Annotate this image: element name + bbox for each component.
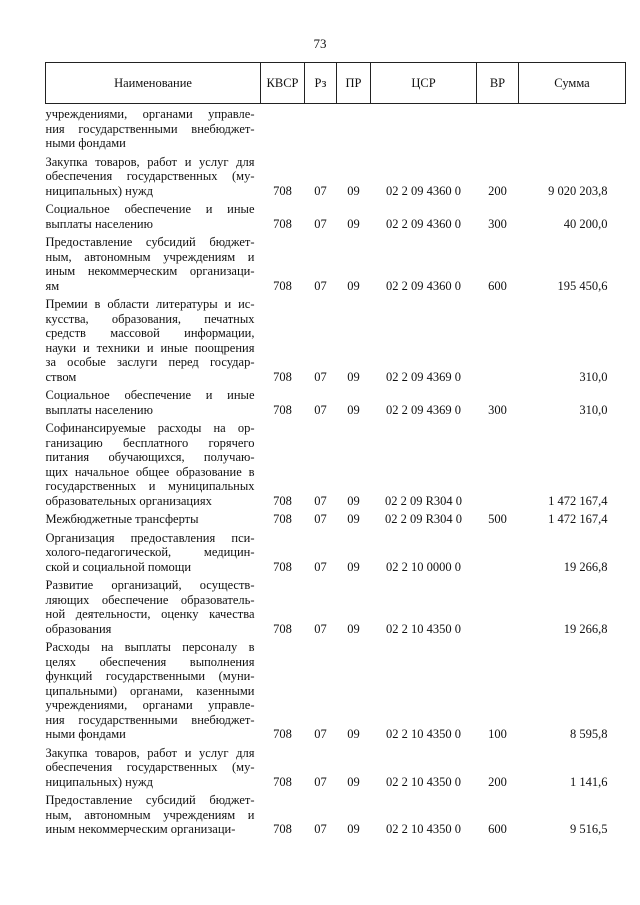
row-name (46, 790, 261, 838)
row-csr: 02 2 09 4360 0 (386, 278, 461, 293)
row-name (46, 575, 261, 637)
row-sum (519, 104, 626, 152)
row-kvsr: 708 (273, 559, 292, 574)
table-row (46, 385, 626, 418)
row-vr (477, 418, 519, 509)
row-pr: 09 (347, 559, 360, 574)
row-name (46, 637, 261, 743)
row-kvsr: 708 (273, 278, 292, 293)
row-name-line: Предоставление субсидий бюджет- (45, 235, 255, 249)
row-pr: 09 (347, 493, 360, 508)
row-rz (305, 104, 337, 152)
row-name-line: ниципальных) нужд (45, 183, 153, 198)
row-name-line: Развитие организаций, осуществ- (45, 578, 255, 592)
row-sum: 19 266,8 (563, 621, 608, 636)
row-rz: 07 (314, 559, 327, 574)
row-rz: 07 (314, 369, 327, 384)
row-name-line: целях обеспечения выполнения (45, 654, 255, 669)
row-sum: 1 141,6 (570, 774, 608, 789)
row-name-line: ным, автономным учреждениям и (45, 807, 255, 822)
row-name-line: Социальное обеспечение и иные (45, 202, 255, 216)
row-kvsr: 708 (273, 183, 292, 198)
table-row (46, 418, 626, 509)
row-name (46, 743, 261, 791)
table-row (46, 743, 626, 791)
row-sum: 40 200,0 (563, 216, 608, 231)
row-name (46, 294, 261, 385)
row-name-line: за особые заслуги перед государ- (45, 355, 255, 369)
row-name-line: государственных и муниципальных (45, 479, 255, 493)
row-rz: 07 (314, 216, 327, 231)
row-vr: 600 (488, 822, 507, 836)
row-name-line: Организация предоставления пси- (45, 530, 255, 545)
row-name-line: ям (45, 278, 60, 293)
row-name-line: питания обучающихся, получаю- (45, 450, 255, 464)
row-kvsr: 708 (273, 727, 292, 741)
row-csr: 02 2 10 4350 0 (386, 822, 461, 836)
row-pr: 09 (347, 621, 360, 636)
row-name-line: науки и техники и иные поощрения (45, 340, 255, 355)
row-vr: 100 (488, 727, 507, 741)
row-rz: 07 (314, 621, 327, 636)
row-rz: 07 (314, 183, 327, 198)
row-name-line: Закупка товаров, работ и услуг для (45, 745, 255, 760)
row-rz: 07 (314, 727, 327, 741)
budget-table (45, 62, 626, 838)
header-name: Наименование (46, 63, 261, 104)
header-kvsr: КВСР (261, 63, 305, 104)
row-kvsr: 708 (273, 402, 292, 417)
table-row (46, 575, 626, 637)
table-row (46, 232, 626, 294)
row-rz: 07 (314, 402, 327, 417)
row-csr: 02 2 09 R304 0 (384, 512, 463, 526)
row-name-line: ской и социальной помощи (45, 559, 192, 574)
row-name-line: выплаты населению (45, 216, 153, 231)
header-csr: ЦСР (371, 63, 477, 104)
row-name (46, 104, 261, 152)
row-csr: 02 2 09 R304 0 (384, 493, 463, 508)
row-kvsr: 708 (273, 369, 292, 384)
row-csr: 02 2 10 4350 0 (386, 774, 461, 789)
row-name-line: ными фондами (45, 727, 126, 741)
row-name-line: ляющих обеспечение образователь- (45, 592, 255, 607)
row-name-line: выплаты населению (45, 402, 153, 417)
row-name (46, 199, 261, 232)
row-kvsr: 708 (273, 493, 292, 508)
header-vr: ВР (477, 63, 519, 104)
row-rz: 07 (314, 493, 327, 508)
table-header-row (46, 63, 626, 104)
row-kvsr: 708 (273, 216, 292, 231)
row-name-line: ния государственными внебюджет- (45, 121, 255, 136)
row-pr: 09 (347, 183, 360, 198)
row-pr: 09 (347, 727, 360, 741)
row-name-line: кусства, образования, печатных (45, 311, 255, 326)
row-name-line: ством (45, 369, 77, 384)
row-name-line: обеспечения государственных (му- (45, 169, 255, 183)
row-vr (477, 104, 519, 152)
table-row (46, 152, 626, 200)
row-name-line: ным, автономным учреждениям и (45, 249, 255, 264)
row-sum: 19 266,8 (563, 559, 608, 574)
table-row (46, 790, 626, 838)
row-csr (371, 104, 477, 152)
table-row (46, 294, 626, 385)
row-pr (337, 104, 371, 152)
row-sum: 8 595,8 (570, 727, 608, 741)
row-sum: 9 020 203,8 (548, 183, 608, 198)
row-vr: 300 (488, 402, 507, 417)
row-name-line: ганизацию бесплатного горячего (45, 435, 255, 450)
row-name-line: Предоставление субсидий бюджет- (45, 793, 255, 807)
row-pr: 09 (347, 216, 360, 231)
table-row (46, 104, 626, 152)
row-vr: 500 (488, 512, 507, 526)
row-name-line: образовательных организациях (45, 493, 212, 508)
row-vr: 200 (488, 183, 507, 198)
row-sum: 310,0 (579, 402, 608, 417)
row-name-line: ниципальных) нужд (45, 774, 153, 789)
row-csr: 02 2 10 4350 0 (386, 621, 461, 636)
row-name-line: Закупка товаров, работ и услуг для (45, 154, 255, 169)
row-pr: 09 (347, 369, 360, 384)
row-sum: 310,0 (579, 369, 608, 384)
row-name-line: щих начальное общее образование в (45, 464, 255, 479)
row-name (46, 152, 261, 200)
row-kvsr (261, 104, 305, 152)
table-row (46, 199, 626, 232)
row-vr: 300 (488, 216, 507, 231)
row-name-line: ной деятельности, оценку качества (45, 607, 255, 621)
page-number: 73 (313, 36, 327, 51)
row-name-line: Социальное обеспечение и иные (45, 388, 255, 402)
row-name-line: ния государственными внебюджет- (45, 712, 255, 727)
row-vr (477, 575, 519, 637)
row-sum: 195 450,6 (557, 278, 608, 293)
row-csr: 02 2 09 4360 0 (386, 183, 461, 198)
row-name-line: ными фондами (45, 136, 126, 150)
row-csr: 02 2 10 0000 0 (386, 559, 461, 574)
row-vr (477, 528, 519, 576)
row-pr: 09 (347, 512, 360, 526)
row-name-line: Софинансируемые расходы на ор- (45, 421, 255, 435)
row-csr: 02 2 09 4360 0 (386, 216, 461, 231)
row-sum: 1 472 167,4 (548, 512, 608, 526)
row-sum: 1 472 167,4 (548, 493, 608, 508)
table-row (46, 528, 626, 576)
row-name-line: ципальными) органами, казенными (45, 683, 255, 698)
row-name (46, 385, 261, 418)
row-csr: 02 2 09 4369 0 (386, 369, 461, 384)
row-name (46, 509, 261, 528)
header-pr: ПР (337, 63, 371, 104)
row-csr: 02 2 10 4350 0 (386, 727, 461, 741)
row-name-line: обеспечения государственных (му- (45, 760, 255, 774)
row-name-line: иным некоммерческим организаци- (45, 822, 236, 836)
row-rz: 07 (314, 278, 327, 293)
row-name-line: Премии в области литературы и ис- (45, 297, 255, 311)
row-csr: 02 2 09 4369 0 (386, 402, 461, 417)
row-rz: 07 (314, 774, 327, 789)
row-pr: 09 (347, 822, 360, 836)
header-sum: Сумма (519, 63, 626, 104)
row-kvsr: 708 (273, 621, 292, 636)
row-rz: 07 (314, 822, 327, 836)
row-name (46, 418, 261, 509)
row-name (46, 528, 261, 576)
row-pr: 09 (347, 278, 360, 293)
row-name-line: холого-педагогической, медицин- (45, 545, 255, 559)
row-pr: 09 (347, 402, 360, 417)
row-name-line: учреждениями, органами управле- (45, 698, 255, 712)
row-vr (477, 294, 519, 385)
row-vr: 600 (488, 278, 507, 293)
table-row (46, 509, 626, 528)
table-row (46, 637, 626, 743)
row-kvsr: 708 (273, 512, 292, 526)
row-vr: 200 (488, 774, 507, 789)
row-kvsr: 708 (273, 774, 292, 789)
row-name-line: Расходы на выплаты персоналу в (45, 640, 255, 654)
row-sum: 9 516,5 (570, 822, 608, 836)
row-pr: 09 (347, 774, 360, 789)
row-kvsr: 708 (273, 822, 292, 836)
table-body (46, 104, 626, 838)
row-rz: 07 (314, 512, 327, 526)
row-name-line: иным некоммерческим организаци- (45, 264, 255, 278)
row-name-line: функций государственными (муни- (45, 669, 255, 683)
row-name-line: средств массовой информации, (45, 326, 255, 340)
row-name-line: образования (45, 621, 112, 636)
header-rz: Рз (305, 63, 337, 104)
row-name-line: Межбюджетные трансферты (45, 512, 199, 526)
row-name (46, 232, 261, 294)
row-name-line: учреждениями, органами управле- (45, 107, 255, 121)
